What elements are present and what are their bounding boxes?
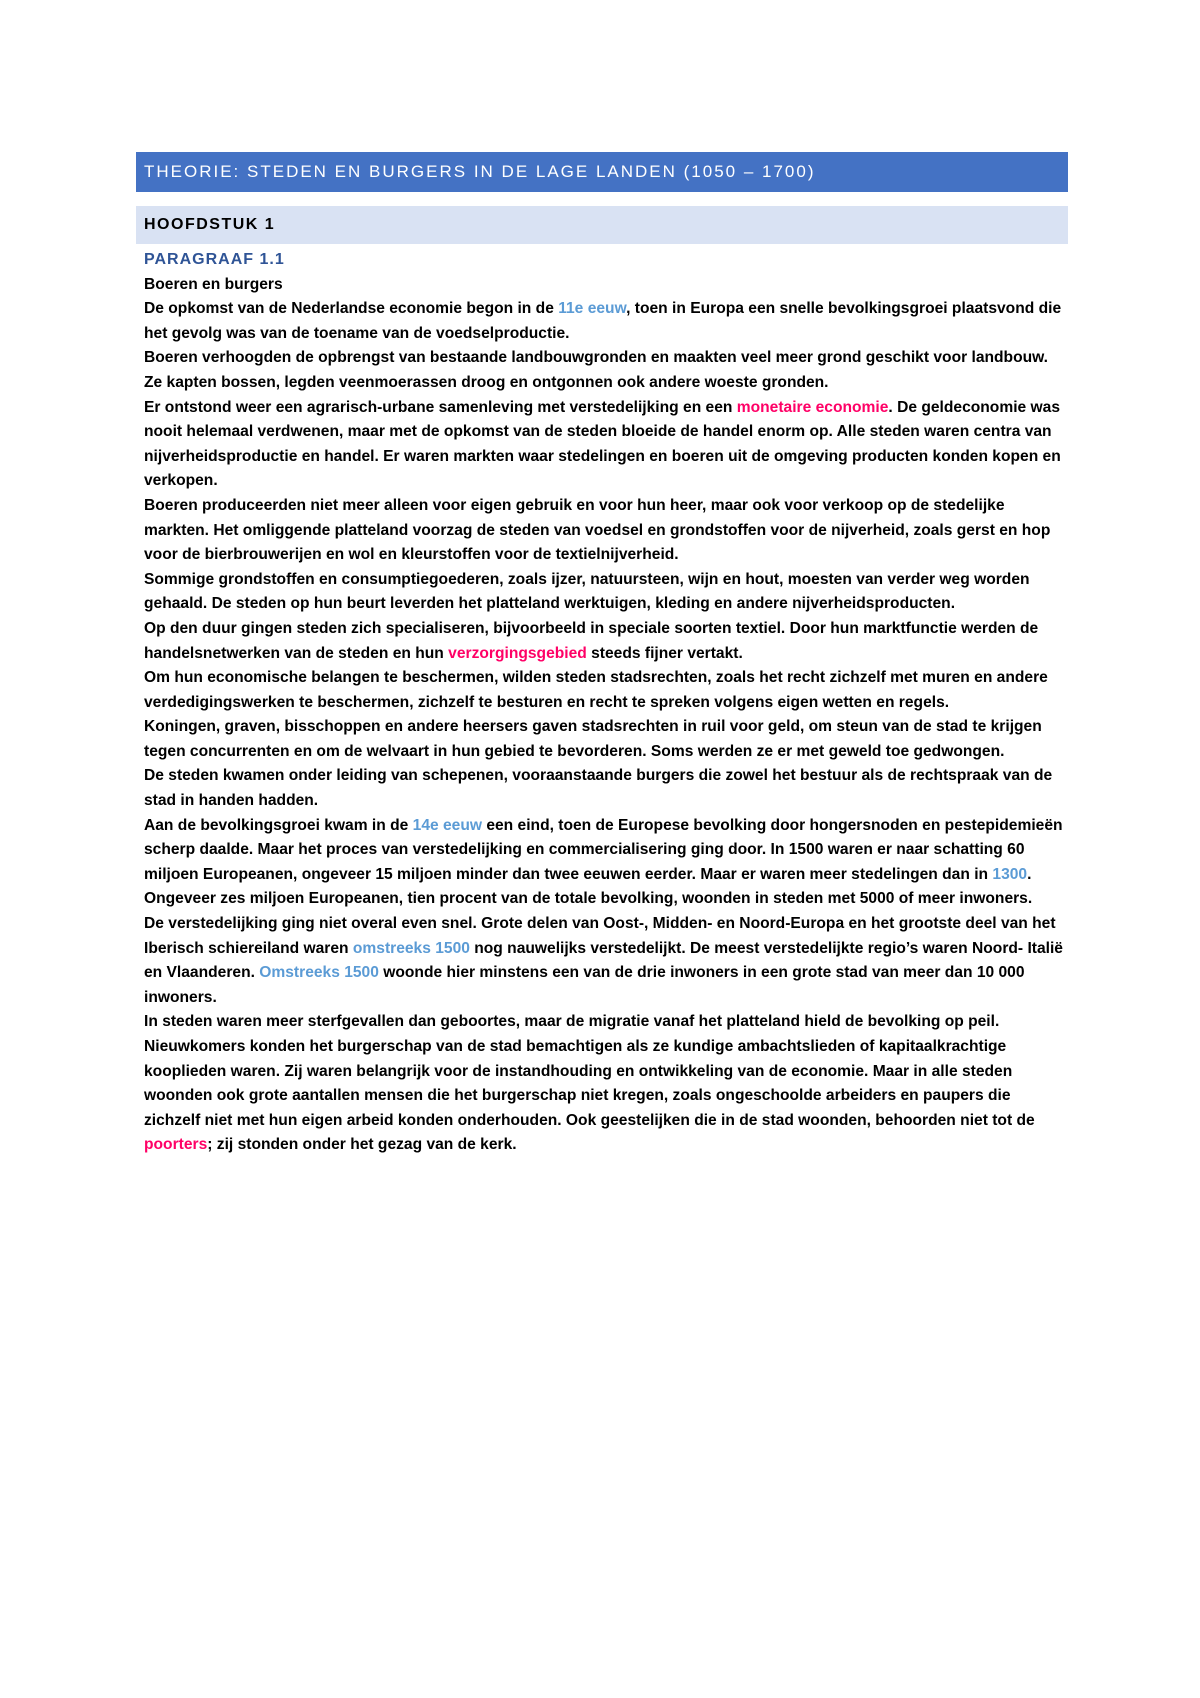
body-paragraph — [144, 887, 1066, 912]
paragraph-text: ; zij stonden onder het gezag van de kerk. — [207, 1136, 517, 1154]
paragraph-text: Om hun economische belangen te beschermen, wilden steden stadsrechten, zoals het recht zichzelf met muren en andere verdedigingswerken te beschermen, zichzelf te besturen en recht te spreken volgens eigen wetten en regels. — [144, 669, 1048, 711]
paragraph-text: Ongeveer zes miljoen Europeanen, tien procent van de totale bevolking, woonden in steden met 5000 of meer inwoners. — [144, 890, 1033, 908]
paragraph-text: De verstedelijking ging niet overal even snel. Grote delen van Oost-, Midden- en Noord-Europa en het grootste deel van het Iberisch schiereiland waren — [144, 915, 1056, 957]
paragraph-text: , toen in Europa een snelle bevolkingsgroei plaatsvond die het gevolg was van de toename van de voedselproductie. — [144, 300, 1062, 342]
paragraph-text: Er ontstond weer een agrarisch-urbane samenleving met verstedelijking en een — [144, 398, 737, 416]
paragraph-text: De opkomst van de Nederlandse economie begon in de — [144, 300, 559, 318]
body-paragraph — [144, 666, 1066, 715]
body-paragraph — [144, 346, 1066, 371]
paragraph-text: een eind, toen de Europese bevolking door hongersnoden en pestepidemieën scherp daalde. Maar het proces van verstedelijking en commercialisering ging door. In 1500 waren er naar schatting 60 miljoen Europeanen, ongeveer 15 miljoen minder dan twee eeuwen eerder. Maar er waren meer stedelingen dan in — [144, 816, 1063, 883]
highlighted-term: omstreeks 1500 — [352, 939, 470, 957]
paragraph-text: nog nauwelijks verstedelijkt. De meest verstedelijkte regio’s waren Noord- Italië en Vlaanderen. — [144, 939, 1063, 982]
body-paragraph — [144, 617, 1066, 666]
highlighted-term: 14e eeuw — [412, 816, 482, 834]
body-paragraph — [144, 297, 1066, 346]
paragraph-text: Aan de bevolkingsgroei kwam in de — [144, 816, 413, 834]
document-title: THEORIE: STEDEN EN BURGERS IN DE LAGE LANDEN (1050 – 1700) — [136, 152, 1068, 192]
paragraph-text: In steden waren meer sterfgevallen dan geboortes, maar de migratie vanaf het platteland hield de bevolking op peil. Nieuwkomers konden het burgerschap van de stad bemachtigen als ze kundige ambachtslieden of kapitaalkrachtige kooplieden waren. Zij waren belangrijk voor de instandhouding en ontwikkeling van de economie. Maar in alle steden woonden ook grote aantallen mensen die het burgerschap niet kregen, zoals ongeschoolde arbeiders en paupers die zichzelf niet met hun eigen arbeid konden onderhouden. Ook geestelijken die in de stad woonden, behoorden niet tot de — [144, 1013, 1035, 1129]
paragraph-text: . De geldeconomie was nooit helemaal verdwenen, maar met de opkomst van de steden bloeide de handel enorm op. Alle steden waren centra van nijverheidsproductie en handel. Er waren markten waar stedelingen en boeren uit de omgeving producten konden kopen en verkopen. — [144, 398, 1061, 490]
paragraph-heading: PARAGRAAF 1.1 — [144, 251, 285, 268]
paragraph-text: De steden kwamen onder leiding van schepenen, vooraanstaande burgers die zowel het bestuur als de rechtspraak van de stad in handen hadden. — [144, 767, 1053, 810]
paragraph-text: Koningen, graven, bisschoppen en andere heersers gaven stadsrechten in ruil voor geld, om steun van de stad te krijgen tegen concurrenten en om de welvaart in hun gebied te bevorderen. Soms werden ze er met geweld toe gedwongen. — [144, 718, 1042, 760]
body-paragraph — [144, 494, 1066, 568]
paragraph-text: Ze kapten bossen, legden veenmoerassen droog en ontgonnen ook andere woeste gronden. — [144, 373, 829, 391]
chapter-heading: HOOFDSTUK 1 — [136, 206, 1068, 244]
highlighted-term: 11e eeuw — [558, 300, 627, 318]
highlighted-term: Omstreeks 1500 — [259, 964, 379, 982]
document-body — [144, 248, 1066, 1158]
highlighted-term: verzorgingsgebied — [448, 644, 587, 662]
paragraph-text: woonde hier minstens een van de drie inwoners in een grote stad van meer dan 10 000 inwoners. — [144, 964, 1025, 1006]
paragraph-text: Boeren verhoogden de opbrengst van bestaande landbouwgronden en maakten veel meer grond geschikt voor landbouw. — [144, 349, 1049, 367]
body-paragraph — [144, 814, 1066, 888]
section-subheading: Boeren en burgers — [144, 275, 283, 293]
paragraph-text: steeds fijner vertakt. — [586, 644, 743, 662]
highlighted-term: 1300 — [992, 865, 1028, 883]
paragraph-text: Sommige grondstoffen en consumptiegoederen, zoals ijzer, natuursteen, wijn en hout, moesten van verder weg worden gehaald. De steden op hun beurt leverden het platteland werktuigen, kleding en andere nijverheidsproducten. — [144, 570, 1030, 613]
highlighted-term: monetaire economie — [736, 398, 889, 416]
body-paragraph — [144, 912, 1066, 1010]
body-paragraph — [144, 396, 1066, 494]
body-paragraph — [144, 568, 1066, 617]
body-paragraph — [144, 764, 1066, 813]
paragraph-text: Op den duur gingen steden zich specialiseren, bijvoorbeeld in speciale soorten textiel. Door hun marktfunctie werden de handelsnetwerken van de steden en hun — [144, 619, 1039, 662]
paragraph-text: . — [1027, 865, 1032, 883]
body-paragraph — [144, 1010, 1066, 1158]
highlighted-term: poorters — [144, 1136, 208, 1154]
body-paragraph — [144, 715, 1066, 764]
body-paragraphs — [144, 297, 1066, 1158]
body-paragraph — [144, 371, 1066, 396]
paragraph-text: Boeren produceerden niet meer alleen voor eigen gebruik en voor hun heer, maar ook voor verkoop op de stedelijke markten. Het omliggende platteland voorzag de steden van voedsel en grondstoffen voor de nijverheid, zoals gerst en hop voor de bierbrouwerijen en wol en kleurstoffen voor de textielnijverheid. — [144, 496, 1051, 564]
